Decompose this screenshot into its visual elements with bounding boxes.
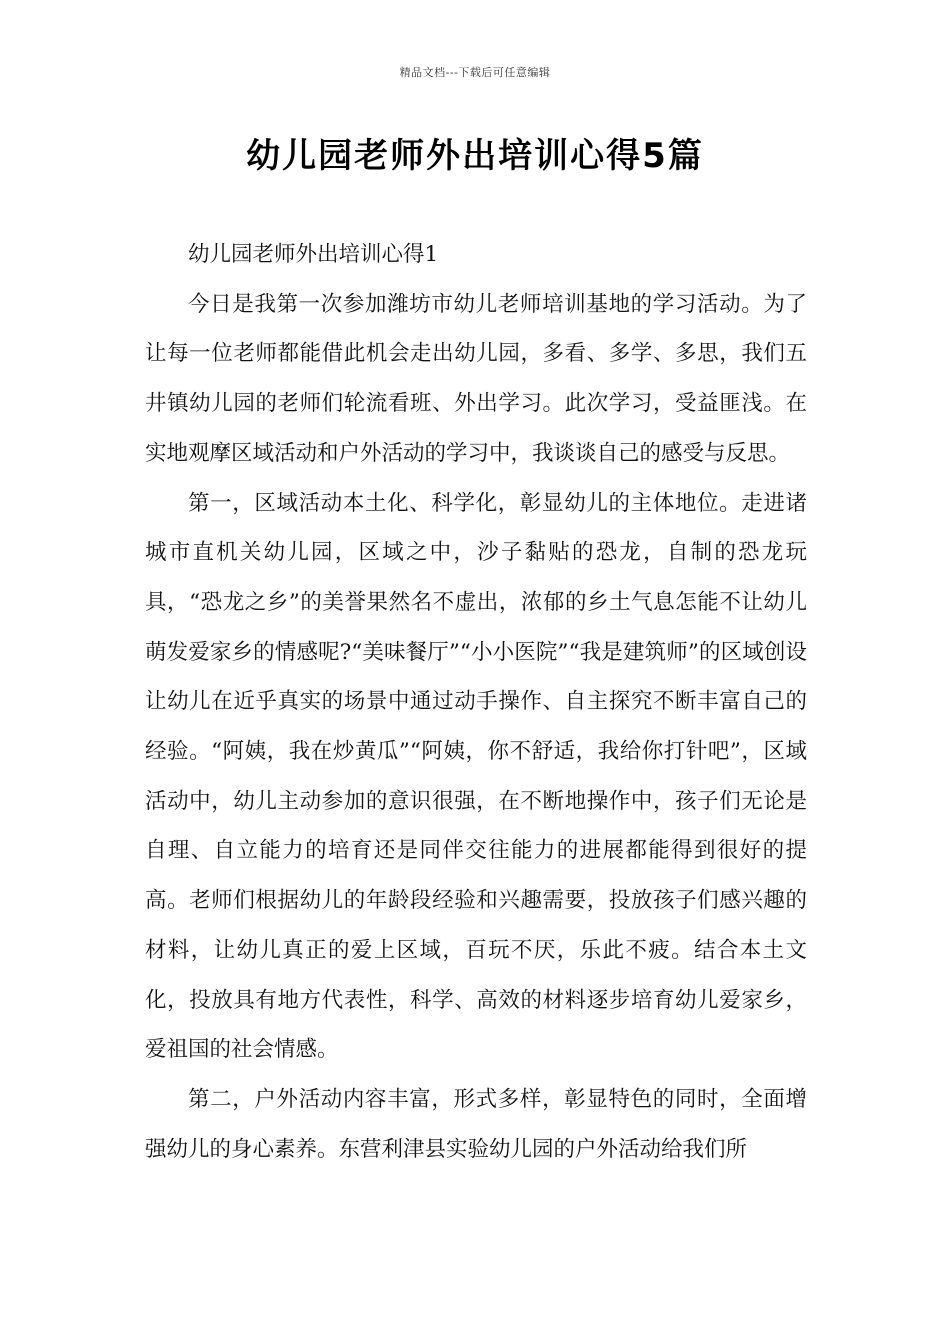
paragraph-first-point: 第一，区域活动本土化、科学化，彰显幼儿的主体地位。走进诸城市直机关幼儿园，区域之中，沙子黏贴的恐龙，自制的恐龙玩具，“恐龙之乡”的美誉果然名不虚出，浓郁的乡土气息怎能不让幼儿萌发爱家乡的情感呢?“美味餐厅”“小小医院”“我是建筑师”的区域创设让幼儿在近乎真实的场景中通过动手操作、自主探究不断丰富自己的经验。“阿姨，我在炒黄瓜”“阿姨，你不舒适，我给你打针吧”，区域活动中，幼儿主动参加的意识很强，在不断地操作中，孩子们无论是自理、自立能力的培育还是同伴交往能力的进展都能得到很好的提高。老师们根据幼儿的年龄段经验和兴趣需要，投放孩子们感兴趣的材料，让幼儿真正的爱上区域，百玩不厌，乐此不疲。结合本土文化，投放具有地方代表性，科学、高效的材料逐步培育幼儿爱家乡，爱祖国的社会情感。 xyxy=(145,490,807,1063)
document-title: 幼儿园老师外出培训心得5篇 xyxy=(246,136,704,176)
document-body xyxy=(145,230,807,1174)
header-note: 精品文档---下载后可任意编辑 xyxy=(399,66,551,79)
section-heading: 幼儿园老师外出培训心得1 xyxy=(188,242,439,267)
paragraph-second-point: 第二，户外活动内容丰富，形式多样，彰显特色的同时，全面增强幼儿的身心素养。东营利津县实验幼儿园的户外活动给我们所 xyxy=(145,1086,807,1162)
paragraph-intro: 今日是我第一次参加潍坊市幼儿老师培训基地的学习活动。为了让每一位老师都能借此机会走出幼儿园，多看、多学、多思，我们五井镇幼儿园的老师们轮流看班、外出学习。此次学习，受益匪浅。在实地观摩区域活动和户外活动的学习中，我谈谈自己的感受与反思。 xyxy=(145,291,807,466)
